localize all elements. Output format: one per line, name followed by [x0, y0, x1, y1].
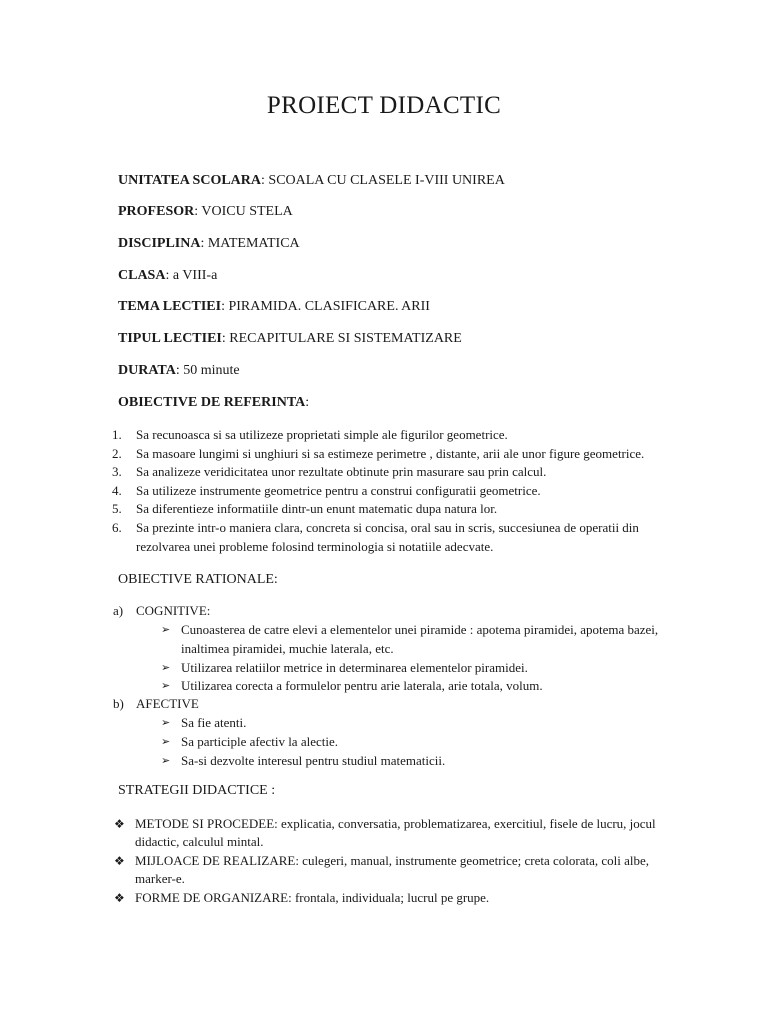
list-item	[112, 463, 692, 482]
field-label: DURATA	[118, 363, 176, 378]
arrow-bullet-icon: ➢	[161, 734, 171, 748]
field-tema-lectiei	[118, 299, 430, 315]
list-item-text: Sa analizeze veridicitatea unor rezultate obtinute prin masurare sau prin calcul.	[136, 464, 547, 480]
affective-label: AFECTIVE	[136, 696, 199, 711]
field-profesor	[118, 204, 293, 220]
field-value: : PIRAMIDA. CLASIFICARE. ARII	[221, 299, 430, 314]
list-item	[112, 500, 692, 519]
list-number: 2.	[112, 445, 122, 461]
field-clasa	[118, 268, 217, 284]
field-value: :	[305, 395, 310, 410]
diamond-bullet-icon: ❖	[114, 853, 125, 868]
arrow-bullet-icon: ➢	[161, 660, 171, 674]
list-item-text: Cunoasterea de catre elevi a elementelor unei piramide : apotema piramidei, apotema bazei, inaltimea piramidei, muchie laterala, etc.	[181, 622, 659, 656]
list-number: 6.	[112, 519, 122, 535]
list-item-text: Sa masoare lungimi si unghiuri si sa estimeze perimetre , distante, arii ale unor figure geometrice.	[136, 445, 645, 461]
field-label: TIPUL LECTIEI	[118, 331, 222, 346]
diamond-bullet-icon: ❖	[114, 817, 125, 831]
list-item-text: Utilizarea relatiilor metrice in determinarea elementelor piramidei.	[181, 659, 528, 675]
list-item	[114, 852, 674, 889]
diamond-bullet-icon: ❖	[114, 890, 125, 905]
list-item	[112, 426, 692, 445]
field-unitatea-scolara	[118, 173, 505, 189]
list-item-text: Sa prezinte intr-o maniera clara, concreta si concisa, oral sau in scris, succesiunea de operatii din rezolvarea unei probleme folosind terminologia si notatiile adecvate.	[136, 519, 639, 554]
list-item-text: Sa fie atenti.	[181, 715, 247, 730]
list-item	[161, 621, 681, 659]
arrow-bullet-icon: ➢	[161, 679, 171, 693]
list-item-text: Sa diferentieze informatiile dintr-un enunt matematic dupa natura lor.	[136, 501, 498, 517]
list-number: 4.	[112, 482, 122, 498]
list-number: 5.	[112, 501, 122, 517]
page-title: PROIECT DIDACTIC	[266, 92, 502, 119]
field-value: : 50 minute	[175, 363, 240, 378]
list-item-text: METODE SI PROCEDEE: explicatia, conversatia, problematizarea, exercitiul, fisele de lucru, jocul didactic, calculul mintal.	[135, 816, 656, 850]
field-obiective-referinta	[118, 395, 309, 411]
list-item	[161, 659, 681, 678]
list-item	[161, 733, 681, 752]
list-item-text: Sa recunoasca si sa utilizeze proprietati simple ale figurilor geometrice.	[136, 427, 508, 442]
list-item	[114, 815, 674, 852]
list-number: 3.	[112, 464, 122, 480]
strategies-heading: STRATEGII DIDACTICE :	[118, 783, 276, 798]
list-item-text: Sa participle afectiv la alectie.	[181, 733, 338, 749]
list-item	[112, 519, 692, 556]
list-item-text: Utilizarea corecta a formulelor pentru arie laterala, arie totala, volum.	[181, 678, 543, 694]
strategies-list	[114, 815, 674, 907]
list-marker: a)	[113, 603, 124, 618]
list-marker: b)	[113, 696, 124, 711]
arrow-bullet-icon: ➢	[161, 716, 171, 729]
field-value: : VOICU STELA	[194, 204, 293, 219]
list-item	[112, 445, 692, 464]
field-value: : RECAPITULARE SI SISTEMATIZARE	[221, 331, 462, 346]
list-item	[161, 677, 681, 696]
list-item-text: Sa-si dezvolte interesul pentru studiul matematicii.	[181, 752, 446, 768]
list-number: 1.	[112, 427, 122, 442]
list-item-text: FORME DE ORGANIZARE: frontala, individuala; lucrul pe grupe.	[135, 889, 490, 905]
field-label: CLASA	[118, 268, 166, 283]
field-label: DISCIPLINA	[118, 236, 201, 251]
cognitive-label: COGNITIVE:	[136, 603, 211, 618]
cognitive-list	[161, 621, 681, 696]
field-durata	[118, 363, 240, 379]
list-item	[114, 889, 674, 907]
field-value: : SCOALA CU CLASELE I-VIII UNIREA	[261, 173, 505, 188]
list-item	[161, 752, 681, 771]
field-value: : MATEMATICA	[200, 236, 300, 251]
field-label: UNITATEA SCOLARA	[118, 173, 262, 188]
field-label: OBIECTIVE DE REFERINTA	[118, 395, 306, 410]
affective-list	[161, 714, 681, 770]
field-disciplina	[118, 236, 300, 252]
list-item-text: Sa utilizeze instrumente geometrice pentru a construi configuratii geometrice.	[136, 482, 541, 498]
list-item	[112, 482, 692, 501]
list-item	[161, 714, 681, 733]
arrow-bullet-icon: ➢	[161, 753, 171, 767]
field-tipul-lectiei	[118, 331, 462, 347]
list-item-text: MIJLOACE DE REALIZARE: culegeri, manual, instrumente geometrice; creta colorata, coli albe, marker-e.	[135, 852, 650, 887]
objectives-rational-heading: OBIECTIVE RATIONALE:	[118, 572, 278, 587]
objectives-reference-list	[112, 426, 692, 556]
field-value: : a VIII-a	[165, 268, 218, 283]
field-label: TEMA LECTIEI	[118, 299, 222, 314]
arrow-bullet-icon: ➢	[161, 623, 171, 636]
field-label: PROFESOR	[118, 204, 195, 219]
